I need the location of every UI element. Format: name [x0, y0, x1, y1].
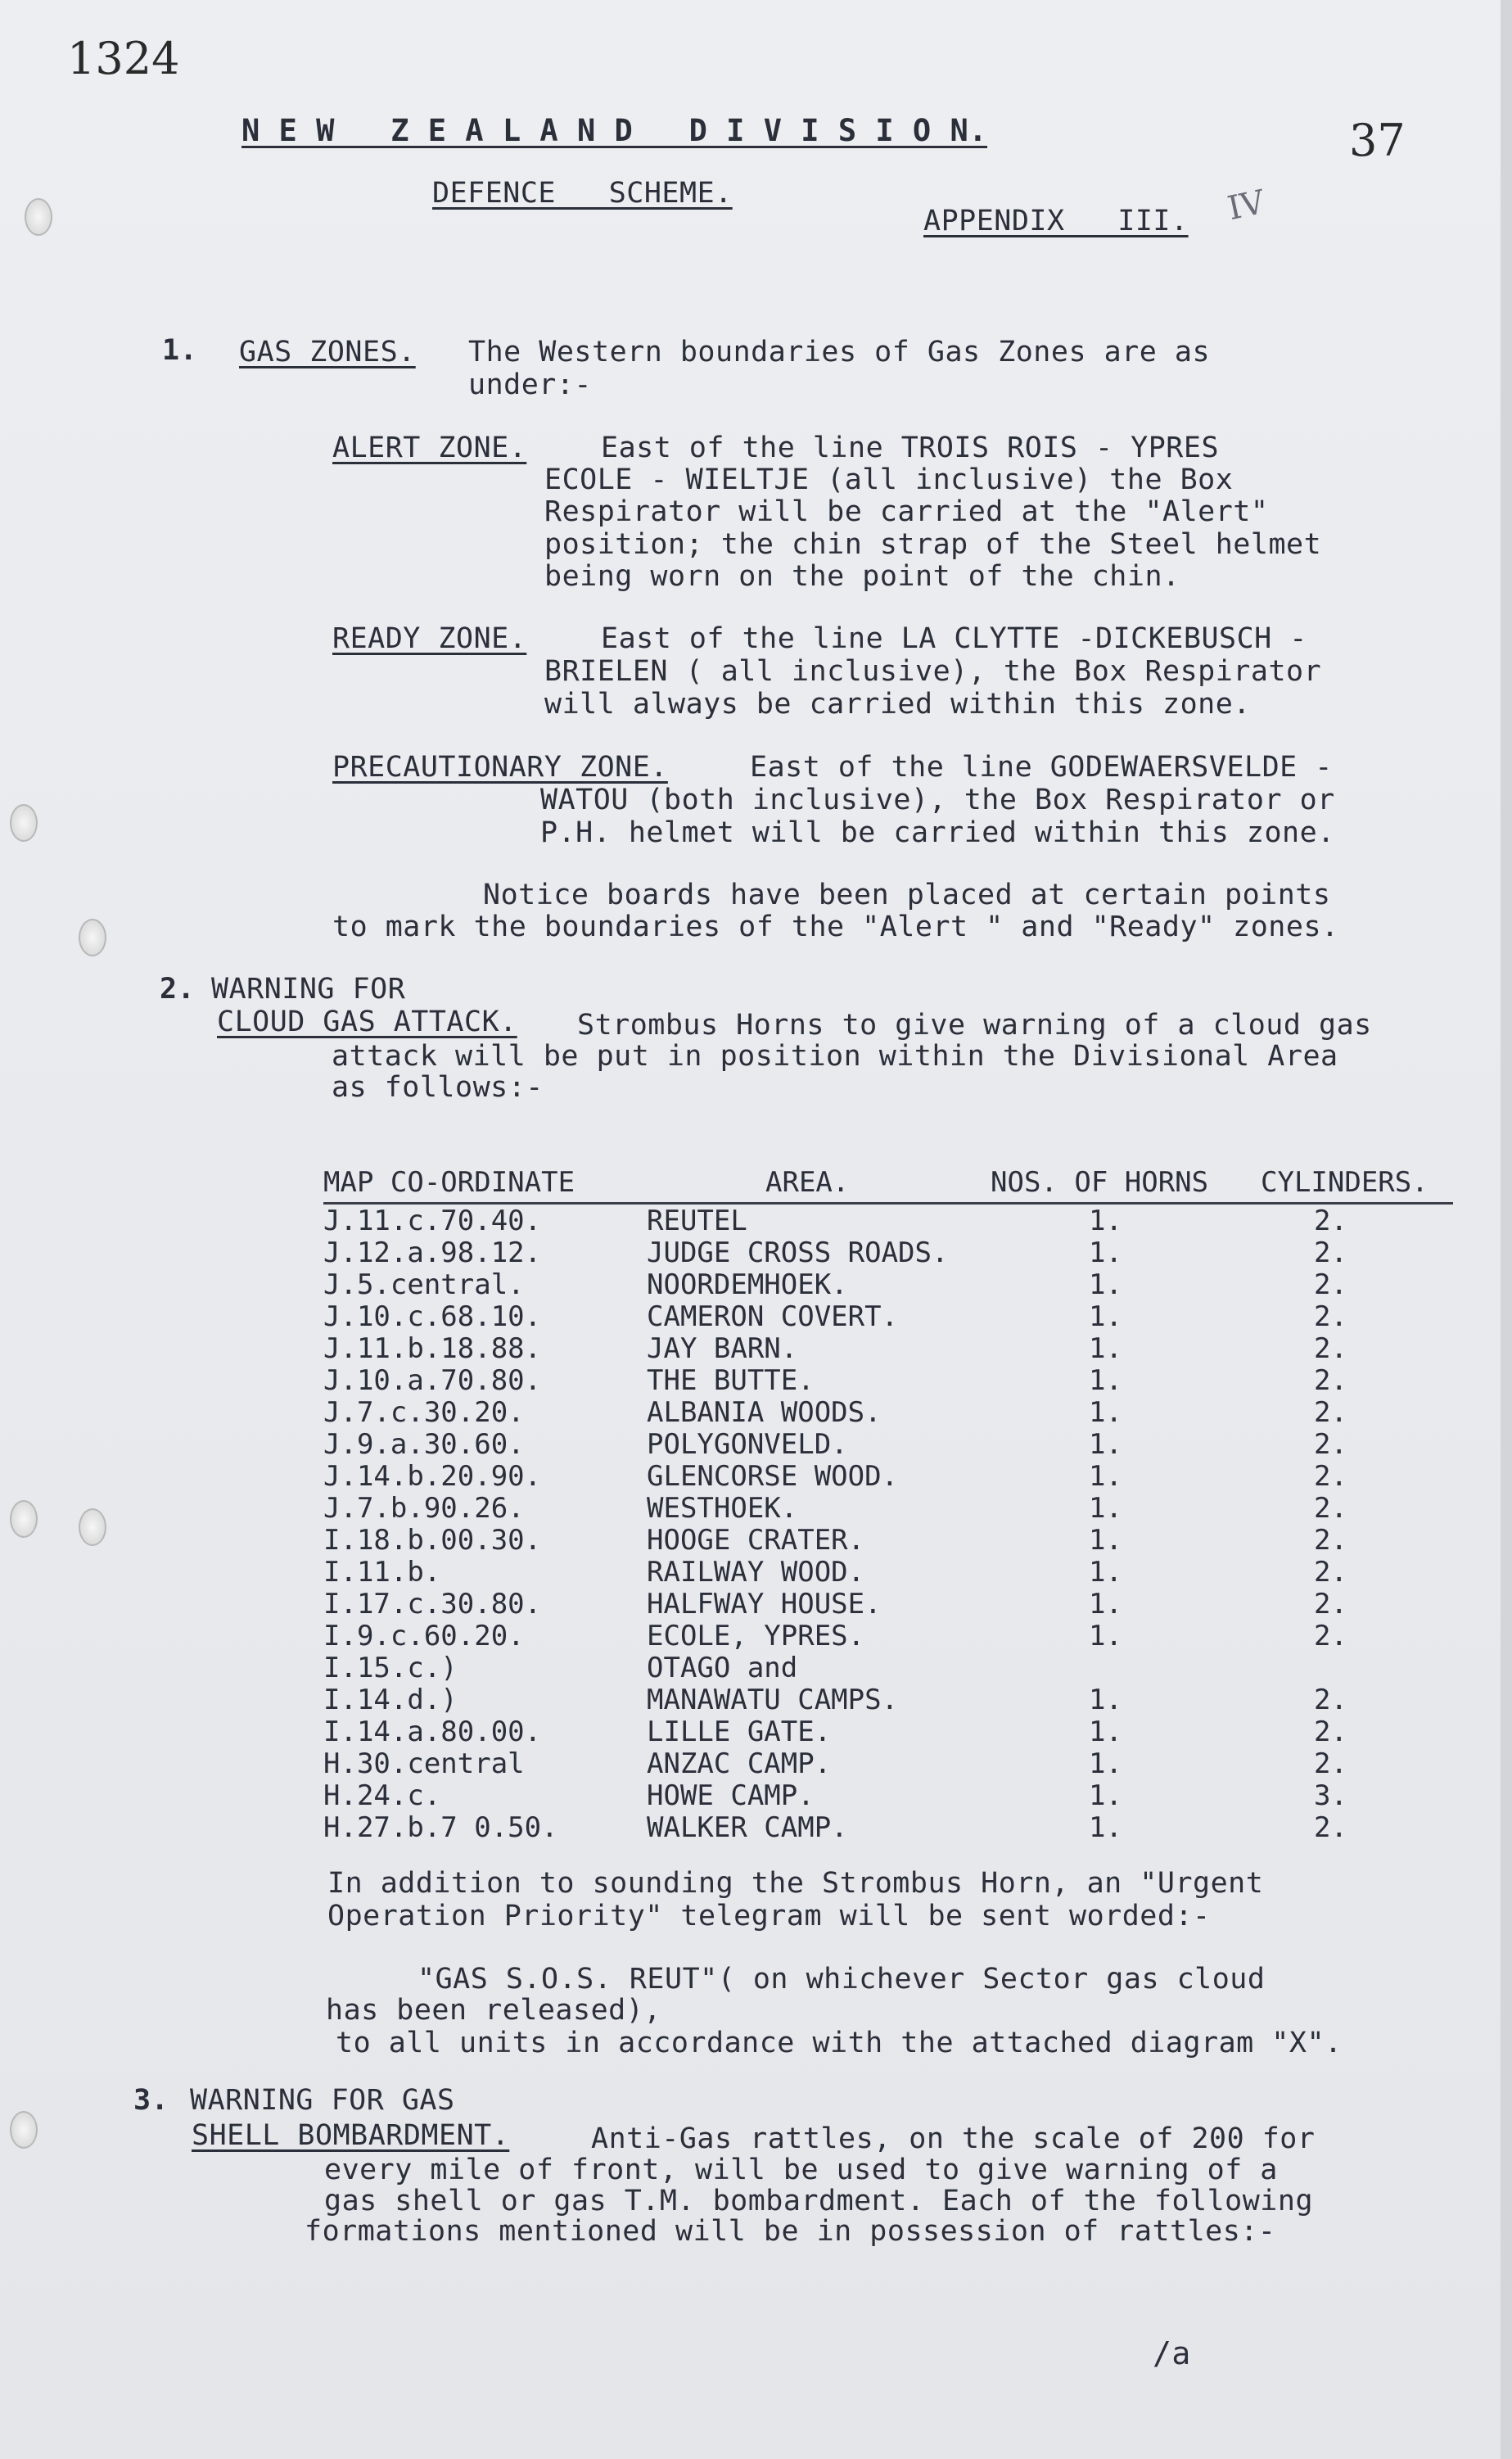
table-cell: 1. — [1089, 1715, 1122, 1748]
table-cell: 1. — [1089, 1460, 1122, 1493]
zone-text: East of the line LA CLYTTE -DICKEBUSCH - — [601, 622, 1307, 655]
section-heading: SHELL BOMBARDMENT. — [192, 2119, 510, 2152]
table-row — [323, 1811, 1453, 1843]
zone-text: WATOU (both inclusive), the Box Respirator or — [540, 784, 1335, 816]
table-cell: 1. — [1089, 1268, 1122, 1301]
zone-text: P.H. helmet will be carried within this zone. — [540, 816, 1335, 849]
section-text: as follows:- — [332, 1071, 544, 1104]
table-cell: 1. — [1089, 1588, 1122, 1620]
section-heading: WARNING FOR — [211, 973, 406, 1006]
table-cell: 1. — [1089, 1779, 1122, 1812]
table-cell: 2. — [1314, 1492, 1347, 1525]
punch-hole — [25, 198, 52, 236]
appendix-annotation: IV — [1224, 183, 1268, 228]
zone-heading-precautionary: PRECAUTIONARY ZONE. — [332, 751, 668, 784]
document-subtitle: DEFENCE SCHEME. — [432, 177, 733, 210]
table-cell: LILLE GATE. — [647, 1715, 832, 1748]
document-title: N E W Z E A L A N D D I V I S I O N. — [241, 113, 988, 148]
table-cell: HOOGE CRATER. — [647, 1524, 865, 1557]
section-text: gas shell or gas T.M. bombardment. Each of the following — [324, 2185, 1314, 2217]
table-cell: I.15.c.) — [323, 1652, 458, 1684]
table-cell: 3. — [1314, 1779, 1347, 1812]
table-cell: J.11.c.70.40. — [323, 1205, 542, 1237]
table-cell: NOORDEMHOEK. — [647, 1268, 848, 1301]
table-cell: 1. — [1089, 1684, 1122, 1716]
zone-text: East of the line GODEWAERSVELDE - — [750, 751, 1333, 784]
table-row — [323, 1747, 1453, 1779]
table-cell: 1. — [1089, 1396, 1122, 1429]
zone-text: will always be carried within this zone. — [544, 688, 1251, 721]
table-cell: 2. — [1314, 1364, 1347, 1397]
section-text: under:- — [468, 368, 593, 401]
table-cell: ECOLE, YPRES. — [647, 1620, 865, 1652]
table-cell: J.5.central. — [323, 1268, 525, 1301]
table-cell: 2. — [1314, 1332, 1347, 1365]
table-cell: HOWE CAMP. — [647, 1779, 815, 1812]
table-cell: 1. — [1089, 1332, 1122, 1365]
table-row — [323, 1428, 1453, 1460]
table-cell: 2. — [1314, 1268, 1347, 1301]
column-header: NOS. OF HORNS — [991, 1166, 1209, 1199]
table-cell: 2. — [1314, 1684, 1347, 1716]
table-row — [323, 1364, 1453, 1396]
table-cell: J.9.a.30.60. — [323, 1428, 525, 1461]
section-text: formations mentioned will be in possession of rattles:- — [305, 2215, 1276, 2248]
zone-text: East of the line TROIS ROIS - YPRES — [601, 432, 1220, 464]
table-cell: J.10.a.70.80. — [323, 1364, 542, 1397]
table-row — [323, 1684, 1453, 1715]
notice-text: to mark the boundaries of the "Alert " and "Ready" zones. — [332, 911, 1339, 943]
table-cell: GLENCORSE WOOD. — [647, 1460, 899, 1493]
table-cell: J.11.b.18.88. — [323, 1332, 542, 1365]
section-text: The Western boundaries of Gas Zones are as — [468, 336, 1211, 368]
punch-hole — [79, 1508, 106, 1546]
corner-number: 1324 — [67, 33, 180, 84]
table-cell: H.24.c. — [323, 1779, 441, 1812]
section-number: 2. — [160, 973, 196, 1006]
section-text: every mile of front, will be used to give warning of a — [324, 2154, 1278, 2186]
section-text: Operation Priority" telegram will be sent worded:- — [327, 1900, 1211, 1932]
punch-hole — [10, 1500, 38, 1538]
table-cell: OTAGO and — [647, 1652, 798, 1684]
sos-text: "GAS S.O.S. REUT"( on whichever Sector gas cloud — [417, 1963, 1266, 1996]
table-cell: THE BUTTE. — [647, 1364, 815, 1397]
table-cell: JUDGE CROSS ROADS. — [647, 1236, 949, 1269]
table-cell: J.10.c.68.10. — [323, 1300, 542, 1333]
table-cell: MANAWATU CAMPS. — [647, 1684, 899, 1716]
section-text: In addition to sounding the Strombus Horn, an "Urgent — [327, 1867, 1264, 1900]
table-cell: H.30.central — [323, 1747, 525, 1780]
table-cell: 1. — [1089, 1364, 1122, 1397]
table-cell: 2. — [1314, 1524, 1347, 1557]
table-cell: I.18.b.00.30. — [323, 1524, 542, 1557]
table-cell: 2. — [1314, 1556, 1347, 1589]
table-cell: ALBANIA WOODS. — [647, 1396, 882, 1429]
table-cell: 2. — [1314, 1236, 1347, 1269]
table-cell: 2. — [1314, 1205, 1347, 1237]
section-number: 1. — [162, 334, 198, 367]
table-cell: POLYGONVELD. — [647, 1428, 848, 1461]
table-cell: CAMERON COVERT. — [647, 1300, 899, 1333]
table-header — [323, 1166, 1453, 1205]
table-cell: 2. — [1314, 1811, 1347, 1844]
table-row — [323, 1492, 1453, 1524]
zone-text: Respirator will be carried at the "Alert" — [544, 495, 1269, 528]
table-cell: 2. — [1314, 1715, 1347, 1748]
table-cell: J.7.c.30.20. — [323, 1396, 525, 1429]
table-cell: REUTEL — [647, 1205, 747, 1237]
table-cell: 1. — [1089, 1524, 1122, 1557]
continuation-mark: /a — [1153, 2335, 1191, 2371]
page-edge — [1501, 0, 1512, 2459]
table-cell: WALKER CAMP. — [647, 1811, 848, 1844]
table-cell: H.27.b.7 0.50. — [323, 1811, 558, 1844]
table-cell: J.14.b.20.90. — [323, 1460, 542, 1493]
table-row — [323, 1205, 1453, 1236]
table-cell: 2. — [1314, 1747, 1347, 1780]
column-header: AREA. — [765, 1166, 850, 1199]
section-heading: CLOUD GAS ATTACK. — [217, 1006, 517, 1038]
table-cell: I.14.d.) — [323, 1684, 458, 1716]
table-cell: HALFWAY HOUSE. — [647, 1588, 882, 1620]
table-cell: 2. — [1314, 1300, 1347, 1333]
column-header: MAP CO-ORDINATE — [323, 1166, 575, 1199]
table-row — [323, 1396, 1453, 1428]
table-cell: ANZAC CAMP. — [647, 1747, 832, 1780]
notice-text: Notice boards have been placed at certain points — [483, 879, 1331, 911]
punch-hole — [79, 919, 106, 956]
section-text: Anti-Gas rattles, on the scale of 200 for — [591, 2122, 1316, 2155]
column-header: CYLINDERS. — [1261, 1166, 1429, 1199]
zone-text: BRIELEN ( all inclusive), the Box Respirator — [544, 655, 1322, 688]
table-cell: 1. — [1089, 1205, 1122, 1237]
table-cell: 2. — [1314, 1396, 1347, 1429]
zone-heading-alert: ALERT ZONE. — [332, 432, 527, 464]
table-row — [323, 1300, 1453, 1332]
table-row — [323, 1556, 1453, 1588]
table-row — [323, 1779, 1453, 1811]
table-cell: 1. — [1089, 1556, 1122, 1589]
section-heading: GAS ZONES. — [239, 336, 416, 368]
table-cell: 1. — [1089, 1236, 1122, 1269]
table-cell: 1. — [1089, 1747, 1122, 1780]
table-cell: JAY BARN. — [647, 1332, 798, 1365]
table-cell: RAILWAY WOOD. — [647, 1556, 865, 1589]
table-row — [323, 1460, 1453, 1492]
table-cell: 2. — [1314, 1620, 1347, 1652]
table-row — [323, 1620, 1453, 1652]
table-cell: I.9.c.60.20. — [323, 1620, 525, 1652]
table-row — [323, 1236, 1453, 1268]
table-cell: 1. — [1089, 1811, 1122, 1844]
table-row — [323, 1332, 1453, 1364]
table-row — [323, 1524, 1453, 1556]
table-row — [323, 1588, 1453, 1620]
table-cell: I.11.b. — [323, 1556, 441, 1589]
punch-hole — [10, 2111, 38, 2149]
table-cell: J.7.b.90.26. — [323, 1492, 525, 1525]
table-cell: 2. — [1314, 1460, 1347, 1493]
table-cell: 1. — [1089, 1620, 1122, 1652]
table-row — [323, 1652, 1453, 1684]
table-cell: 1. — [1089, 1300, 1122, 1333]
punch-hole — [10, 804, 38, 842]
table-cell: WESTHOEK. — [647, 1492, 798, 1525]
table-cell: 2. — [1314, 1588, 1347, 1620]
table-cell: 2. — [1314, 1428, 1347, 1461]
zone-heading-ready: READY ZONE. — [332, 622, 527, 655]
table-cell: J.12.a.98.12. — [323, 1236, 542, 1269]
sos-text: has been released), — [326, 1994, 661, 2027]
page-number: 37 — [1349, 115, 1406, 166]
zone-text: position; the chin strap of the Steel helmet — [544, 528, 1322, 561]
horns-table — [323, 1166, 1453, 1843]
table-cell: I.17.c.30.80. — [323, 1588, 542, 1620]
sos-text: to all units in accordance with the attached diagram "X". — [336, 2027, 1343, 2059]
section-number: 3. — [133, 2084, 169, 2117]
table-row — [323, 1268, 1453, 1300]
table-cell: 1. — [1089, 1492, 1122, 1525]
table-cell: 1. — [1089, 1428, 1122, 1461]
section-heading: WARNING FOR GAS — [190, 2084, 455, 2117]
appendix-label: APPENDIX III. — [923, 205, 1189, 237]
section-text: Strombus Horns to give warning of a cloud gas — [577, 1009, 1372, 1042]
section-text: attack will be put in position within the Divisional Area — [332, 1040, 1338, 1073]
zone-text: being worn on the point of the chin. — [544, 560, 1180, 593]
zone-text: ECOLE - WIELTJE (all inclusive) the Box — [544, 463, 1234, 496]
table-row — [323, 1715, 1453, 1747]
table-cell: I.14.a.80.00. — [323, 1715, 542, 1748]
